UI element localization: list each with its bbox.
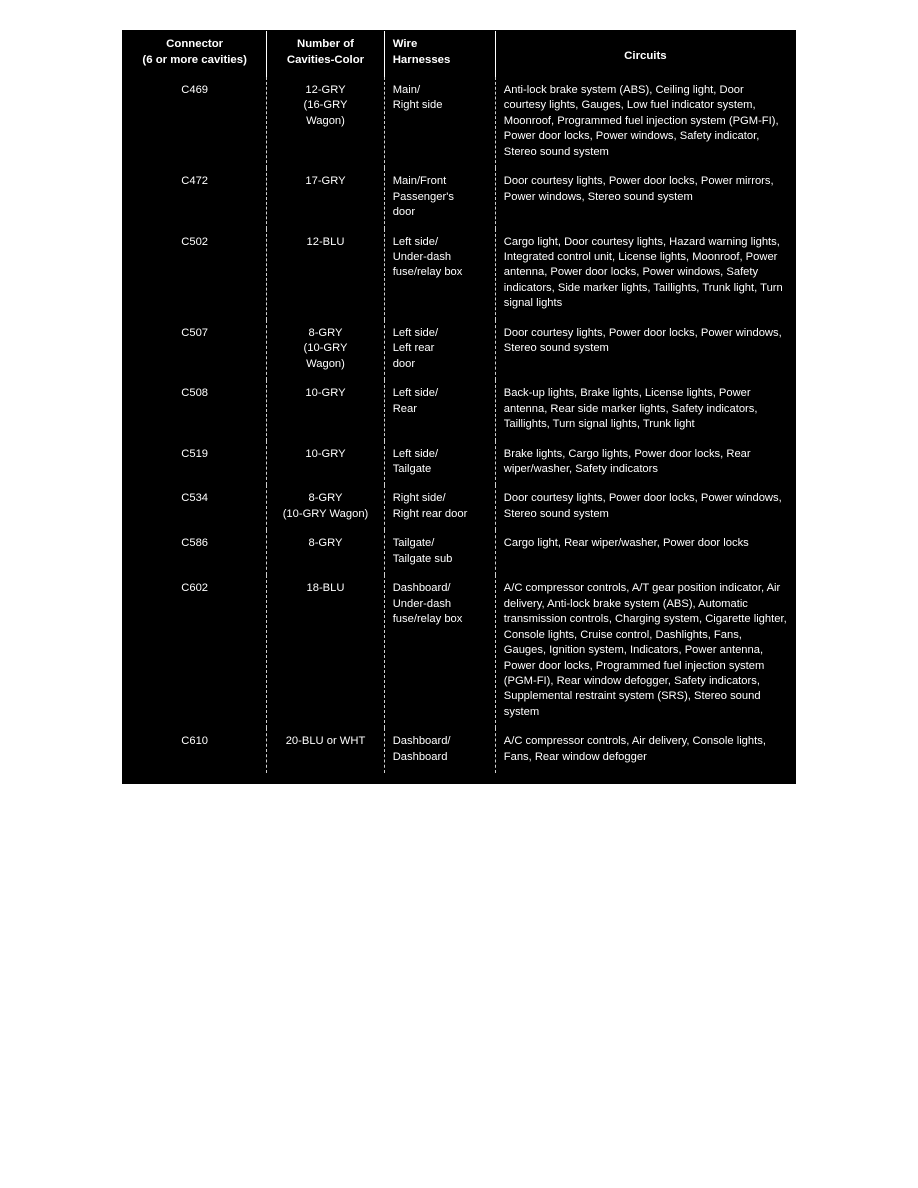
cell-harness-line: Tailgate/: [392, 537, 435, 550]
cell-harness-line: Dashboard: [392, 750, 448, 763]
cell-harness-line: Tailgate sub: [392, 552, 453, 565]
cell-cavities: [267, 380, 384, 440]
header-cavities: [267, 31, 384, 77]
table-row: [123, 320, 795, 380]
cell-harness-line: fuse/relay box: [392, 613, 463, 626]
cell-harness: [384, 380, 495, 440]
cell-cavities: [267, 168, 384, 228]
cell-cavities: [267, 77, 384, 168]
cell-harness: [384, 168, 495, 228]
cell-harness: [384, 441, 495, 486]
cell-cavities-line: 12-GRY: [305, 83, 346, 96]
header-harness-line-2: Harnesses: [392, 53, 451, 66]
cell-cavities: [267, 441, 384, 486]
cell-cavities-line: Wagon): [306, 114, 345, 127]
cell-connector: [123, 168, 267, 228]
header-harness: [384, 31, 495, 77]
table-row: [123, 441, 795, 486]
cell-cavities: [267, 530, 384, 575]
cell-cavities-line: (16-GRY: [303, 99, 348, 112]
header-connector: [123, 31, 267, 77]
cell-cavities-line: (10-GRY Wagon): [282, 507, 369, 520]
table-body: [123, 77, 795, 773]
cell-cavities-line: 17-GRY: [305, 175, 346, 188]
cell-circuits: A/C compressor controls, Air delivery, Console lights, Fans, Rear window defogger: [503, 735, 766, 763]
table-row: [123, 575, 795, 728]
cell-cavities: [267, 728, 384, 773]
table-row: [123, 229, 795, 320]
cell-harness-line: door: [392, 206, 416, 219]
cell-circuits: Cargo light, Door courtesy lights, Hazard warning lights, Integrated control unit, License lights, Moonroof, Power antenna, Power door locks, Power windows, Safety indicators, Side marker lights, Taillights, Trunk light, Turn signal lights: [503, 235, 783, 310]
cell-harness-line: Dashboard/: [392, 735, 451, 748]
table-row: [123, 380, 795, 440]
header-circuits: [495, 31, 795, 77]
cell-harness-line: Left side/: [392, 235, 439, 248]
cell-harness-line: Passenger's: [392, 190, 454, 203]
cell-cavities-line: 8-GRY: [308, 537, 343, 550]
connector-table-container: [122, 30, 796, 784]
header-circuits-line-1: Circuits: [624, 50, 667, 62]
cell-connector-line: C469: [181, 83, 209, 96]
cell-harness-line: fuse/relay box: [392, 266, 463, 279]
cell-cavities-line: 10-GRY: [305, 387, 346, 400]
cell-cavities-line: 12-BLU: [306, 235, 345, 248]
table-row: [123, 728, 795, 773]
cell-circuits: Door courtesy lights, Power door locks, Power mirrors, Power windows, Stereo sound system: [503, 175, 774, 203]
cell-connector: [123, 320, 267, 380]
cell-connector-line: C472: [181, 175, 209, 188]
cell-harness: [384, 77, 495, 168]
cell-harness-line: Under-dash: [392, 597, 452, 610]
table-row: [123, 530, 795, 575]
header-connector-line-1: Connector: [166, 38, 224, 50]
cell-cavities-line: 8-GRY: [308, 492, 343, 505]
table-header-row: [123, 31, 795, 77]
cell-harness-line: Right side: [392, 99, 443, 112]
cell-connector: [123, 441, 267, 486]
cell-circuits: Brake lights, Cargo lights, Power door locks, Rear wiper/washer, Safety indicators: [503, 447, 751, 475]
cell-connector: [123, 485, 267, 530]
table-row: [123, 168, 795, 228]
cell-harness-line: Dashboard/: [392, 582, 451, 595]
cell-harness-line: Left side/: [392, 447, 439, 460]
cell-connector: [123, 728, 267, 773]
table-bottom-padding: [123, 773, 795, 783]
cell-cavities-line: 18-BLU: [306, 582, 345, 595]
cell-harness-line: Rear: [392, 402, 417, 415]
cell-harness-line: Tailgate: [392, 463, 432, 475]
connector-table: [123, 31, 795, 773]
cell-harness-line: Left side/: [392, 326, 439, 339]
cell-circuits: Cargo light, Rear wiper/washer, Power door locks: [503, 537, 749, 550]
cell-harness: [384, 485, 495, 530]
cell-connector-line: C534: [181, 492, 209, 505]
cell-circuits: Back-up lights, Brake lights, License lights, Power antenna, Rear side marker lights, Safety indicators, Taillights, Turn signal lights, Trunk light: [503, 387, 758, 431]
cell-connector-line: C602: [181, 582, 209, 595]
header-connector-line-2: (6 or more cavities): [142, 53, 247, 66]
header-cavities-line-1: Number of: [297, 38, 354, 50]
cell-circuits: Door courtesy lights, Power door locks, Power windows, Stereo sound system: [503, 326, 782, 355]
cell-harness-line: Right rear door: [392, 507, 468, 520]
cell-harness-line: door: [392, 357, 416, 370]
cell-cavities-line: (10-GRY: [303, 342, 348, 355]
cell-harness: [384, 575, 495, 728]
cell-cavities: [267, 575, 384, 728]
cell-circuits: Anti-lock brake system (ABS), Ceiling light, Door courtesy lights, Gauges, Low fuel indicator system, Moonroof, Programmed fuel injection system (PGM-FI), Power door locks, Power windows, Safety indicator, Stereo sound system: [503, 83, 779, 158]
cell-harness: [384, 530, 495, 575]
cell-connector-line: C519: [181, 447, 209, 460]
cell-connector: [123, 380, 267, 440]
cell-harness: [384, 229, 495, 320]
header-cavities-line-2: Cavities-Color: [286, 53, 365, 66]
cell-connector-line: C502: [181, 235, 209, 248]
cell-cavities-line: 8-GRY: [308, 326, 343, 339]
table-header: [123, 31, 795, 77]
cell-circuits: A/C compressor controls, A/T gear position indicator, Air delivery, Anti-lock brake system (ABS), Automatic transmission controls, Charging system, Cigarette lighter, Console lights, Cruise control, Dashlights, Fans, Gauges, Ignition system, Indicators, Power antenna, Power door locks, Programmed fuel injection system (PGM-FI), Rear window defogger, Safety indicators, Supplemental restraint system (SRS), Stereo sound system: [503, 582, 787, 718]
cell-harness-line: Main/Front: [392, 175, 447, 188]
cell-cavities-line: Wagon): [306, 357, 345, 370]
cell-harness-line: Under-dash: [392, 251, 452, 264]
cell-circuits: Door courtesy lights, Power door locks, Power windows, Stereo sound system: [503, 492, 782, 520]
cell-connector-line: C586: [181, 537, 209, 550]
table-row: [123, 77, 795, 168]
cell-harness: [384, 728, 495, 773]
cell-cavities: [267, 320, 384, 380]
header-harness-line-1: Wire: [392, 38, 418, 50]
cell-harness-line: Left rear: [392, 342, 435, 355]
cell-connector-line: C508: [181, 387, 209, 400]
cell-connector-line: C610: [181, 735, 209, 748]
cell-harness-line: Right side/: [392, 492, 446, 505]
cell-cavities-line: 10-GRY: [305, 447, 346, 460]
table-row: [123, 485, 795, 530]
cell-harness-line: Left side/: [392, 387, 439, 400]
cell-connector: [123, 530, 267, 575]
cell-cavities: [267, 485, 384, 530]
cell-connector-line: C507: [181, 326, 209, 339]
cell-harness-line: Main/: [392, 83, 421, 96]
cell-cavities-line: 20-BLU or WHT: [285, 735, 366, 748]
cell-connector: [123, 77, 267, 168]
cell-connector: [123, 575, 267, 728]
cell-harness: [384, 320, 495, 380]
cell-connector: [123, 229, 267, 320]
cell-cavities: [267, 229, 384, 320]
